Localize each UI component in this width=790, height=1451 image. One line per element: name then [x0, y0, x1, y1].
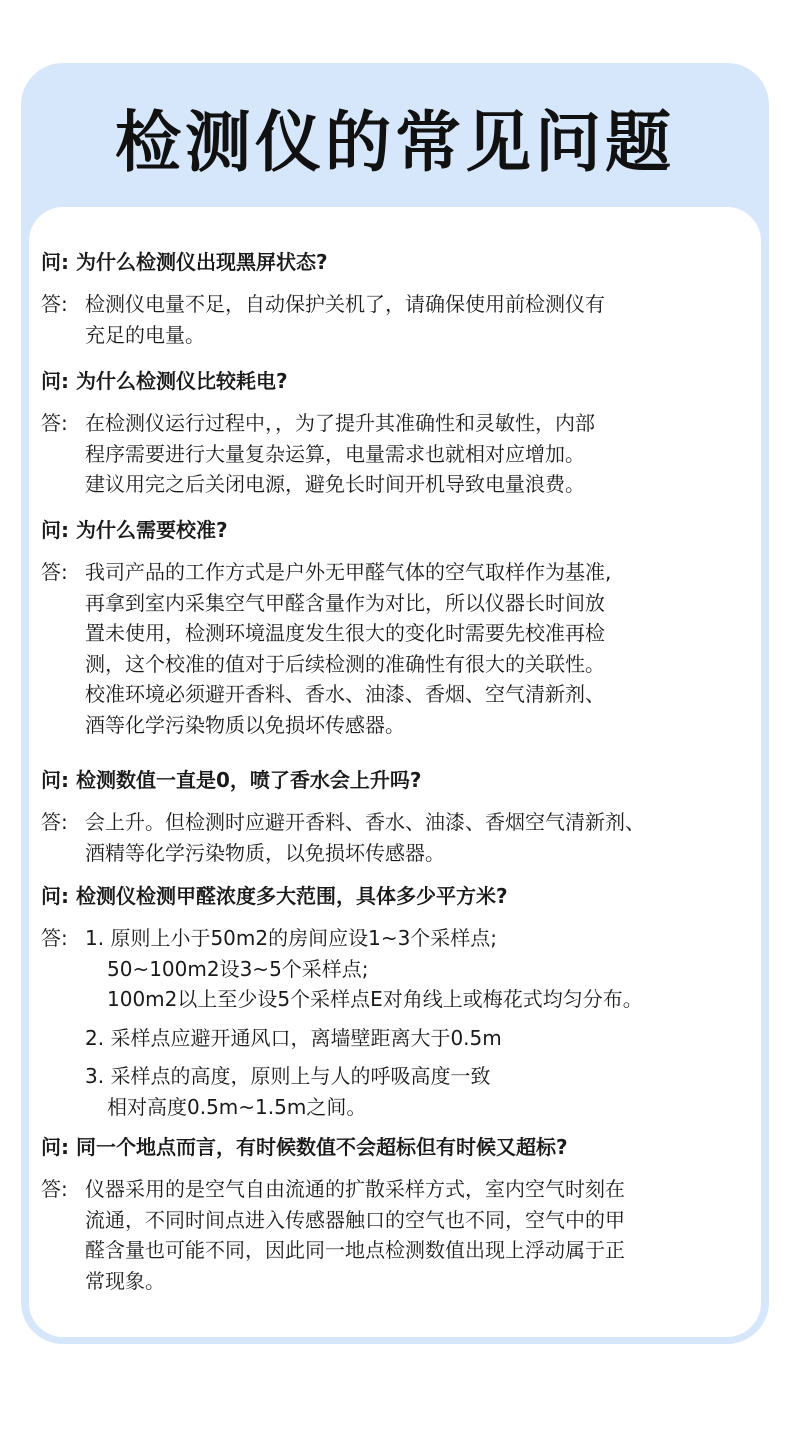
answer-label: 答: — [41, 292, 68, 316]
answer-label: 答: — [41, 810, 68, 834]
answer-line: 我司产品的工作方式是户外无甲醛气体的空气取样作为基准, — [85, 560, 612, 584]
answer-line: 50~100m2设3~5个采样点; — [107, 956, 369, 981]
faq-question — [41, 366, 721, 396]
faq-question — [41, 247, 721, 277]
answer-line: 建议用完之后关闭电源，避免长时间开机导致电量浪费。 — [85, 472, 585, 496]
answer-label: 答: — [41, 411, 68, 435]
question-text: 为什么检测仪出现黑屏状态? — [75, 250, 328, 274]
question-text: 同一个地点而言，有时候数值不会超标但有时候又超标? — [75, 1135, 568, 1159]
faq-answer — [41, 408, 721, 500]
question-text: 检测数值一直是0，喷了香水会上升吗? — [75, 768, 422, 792]
question-label: 问: — [41, 369, 69, 393]
answer-line: 1. 原则上小于50m2的房间应设1~3个采样点; — [85, 926, 498, 950]
faq-item — [41, 881, 721, 1122]
question-label: 问: — [41, 1135, 69, 1159]
question-label: 问: — [41, 250, 69, 274]
answer-line: 3. 采样点的高度，原则上与人的呼吸高度一致 — [85, 1064, 491, 1088]
faq-answer — [41, 1174, 721, 1296]
answer-line: 常现象。 — [85, 1268, 165, 1293]
answer-line: 会上升。但检测时应避开香料、香水、油漆、香烟空气清新剂、 — [85, 810, 645, 834]
answer-line: 相对高度0.5m~1.5m之间。 — [107, 1094, 367, 1119]
faq-question — [41, 881, 721, 911]
answer-line: 测，这个校准的值对于后续检测的准确性有很大的关联性。 — [85, 651, 605, 676]
answer-line: 流通，不同时间点进入传感器触口的空气也不同，空气中的甲 — [85, 1207, 625, 1232]
question-label: 问: — [41, 518, 69, 542]
faq-answer — [41, 923, 721, 1122]
question-label: 问: — [41, 884, 69, 908]
faq-answer — [41, 807, 721, 868]
answer-line: 校准环境必须避开香料、香水、油漆、香烟、空气清新剂、 — [85, 682, 605, 706]
answer-line: 仪器采用的是空气自由流通的扩散采样方式，室内空气时刻在 — [85, 1177, 625, 1201]
answer-list-item — [85, 923, 721, 1015]
answer-label: 答: — [41, 1177, 68, 1201]
answer-line: 检测仪电量不足，自动保护关机了，请确保使用前检测仪有 — [85, 292, 605, 316]
faq-question — [41, 515, 721, 545]
answer-label: 答: — [41, 926, 68, 950]
question-text: 检测仪检测甲醛浓度多大范围，具体多少平方米? — [75, 884, 508, 908]
faq-item — [41, 247, 721, 350]
faq-question — [41, 1132, 721, 1162]
faq-item — [41, 765, 721, 868]
faq-answer — [41, 557, 721, 740]
faq-item — [41, 515, 721, 740]
question-label: 问: — [41, 768, 69, 792]
answer-line: 程序需要进行大量复杂运算，电量需求也就相对应增加。 — [85, 441, 585, 466]
answer-list-item — [85, 1023, 721, 1054]
answer-line: 再拿到室内采集空气甲醛含量作为对比，所以仪器长时间放 — [85, 590, 605, 615]
question-text: 为什么检测仪比较耗电? — [75, 369, 288, 393]
answer-line: 置未使用，检测环境温度发生很大的变化时需要先校准再检 — [85, 621, 605, 645]
faq-answer — [41, 289, 721, 350]
answer-line: 100m2以上至少设5个采样点E对角线上或梅花式均匀分布。 — [107, 987, 643, 1011]
faq-question — [41, 765, 721, 795]
answer-line: 酒等化学污染物质以免损坏传感器。 — [85, 712, 405, 737]
question-text: 为什么需要校准? — [75, 518, 228, 542]
answer-line: 充足的电量。 — [85, 322, 205, 347]
page-title: 检测仪的常见问题 — [115, 104, 675, 181]
answer-line: 在检测仪运行过程中，，为了提升其准确性和灵敏性，内部 — [85, 411, 595, 435]
answer-line: 2. 采样点应避开通风口，离墙壁距离大于0.5m — [85, 1025, 502, 1050]
faq-item — [41, 1132, 721, 1296]
answer-list-item — [85, 1061, 721, 1122]
faq-item — [41, 366, 721, 500]
answer-line: 酒精等化学污染物质，以免损坏传感器。 — [85, 840, 445, 865]
answer-label: 答: — [41, 560, 68, 584]
answer-line: 醛含量也可能不同，因此同一地点检测数值出现上浮动属于正 — [85, 1238, 625, 1262]
